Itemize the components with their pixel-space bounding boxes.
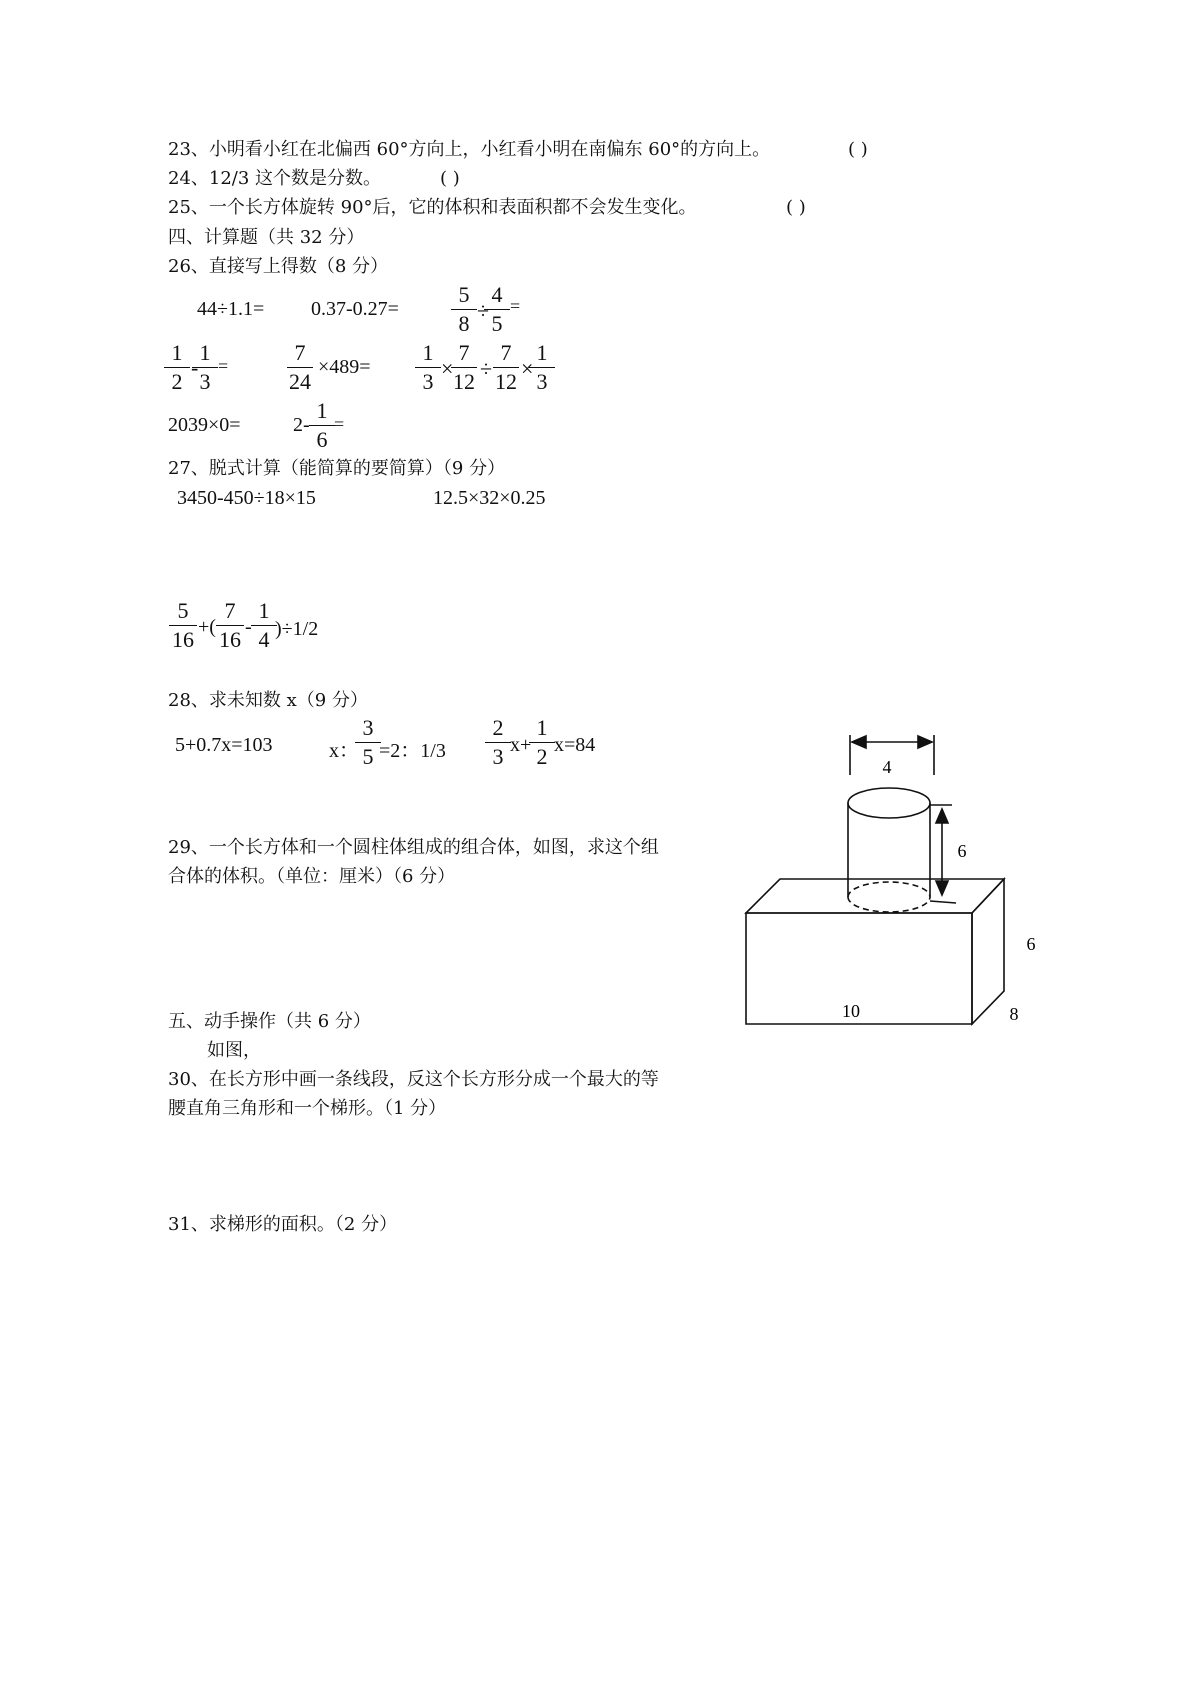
answer-paren-25: ( ) — [786, 197, 806, 218]
q26-item-h-eq: = — [334, 414, 345, 434]
question-23: 23、小明看小红在北偏西 60°方向上，小红看小明在南偏东 60°的方向上。 — [168, 139, 771, 160]
q27-item-c-tail: )÷1/2 — [275, 618, 319, 640]
question-25: 25、一个长方体旋转 90°后，它的体积和表面积都不会发生变化。 — [168, 197, 697, 218]
q26-item-h-frac: 1 6 — [309, 398, 335, 453]
question-29-line-2: 合体的体积。（单位：厘米）（6 分） — [168, 866, 456, 887]
question-28-title: 28、求未知数 x（9 分） — [168, 690, 368, 711]
q26-item-c-frac-1: 5 8 — [451, 282, 477, 337]
cylinder-shape — [848, 788, 930, 912]
q26-item-f-op-3: × — [521, 356, 534, 381]
q26-item-f-frac-4: 1 3 — [529, 340, 555, 395]
q26-item-a: 44÷1.1= — [197, 298, 265, 320]
question-30-line-2: 腰直角三角形和一个梯形。（1 分） — [168, 1098, 447, 1119]
q28-item-b-post: =2：1/3 — [379, 740, 446, 762]
question-31: 31、求梯形的面积。（2 分） — [168, 1214, 398, 1235]
q26-item-c-eq: = — [510, 296, 521, 316]
diameter-dimension-line — [850, 735, 934, 775]
q28-item-c-post: x=84 — [554, 734, 596, 756]
composite-solid-figure — [730, 725, 1060, 1035]
q26-item-e-frac: 7 24 — [289, 340, 311, 394]
q27-item-c-frac-2: 7 16 — [216, 598, 244, 653]
cylinder-height-dimension-line — [930, 805, 956, 903]
q26-item-e-rest: ×489= — [318, 356, 371, 378]
section-4-heading: 四、计算题（共 32 分） — [168, 227, 365, 248]
q26-item-c-op: ÷ — [477, 298, 490, 323]
q28-item-a: 5+0.7x=103 — [175, 734, 273, 756]
q28-item-c-frac-1: 2 3 — [485, 715, 511, 770]
q26-item-f-frac-3: 7 12 — [495, 340, 517, 394]
figure-label-diameter: 4 — [882, 757, 892, 777]
figure-label-box-height: 6 — [1026, 934, 1036, 954]
q27-item-c-minus: - — [245, 616, 252, 638]
question-30-line-1: 30、在长方形中画一条线段，反这个长方形分成一个最大的等 — [168, 1069, 659, 1090]
q26-item-b: 0.37-0.27= — [311, 298, 399, 320]
q26-item-f-frac-2: 7 12 — [453, 340, 475, 394]
q28-item-b-frac: 3 5 — [355, 715, 381, 770]
question-29-line-1: 29、一个长方体和一个圆柱体组成的组合体，如图，求这个组 — [168, 837, 659, 858]
answer-paren-24: ( ) — [440, 168, 460, 189]
q27-item-c-frac-3: 1 4 — [251, 598, 277, 653]
q26-item-f-frac-1: 1 3 — [415, 340, 441, 395]
section-5-heading: 五、动手操作（共 6 分） — [168, 1011, 371, 1032]
figure-label-width: 8 — [1009, 1004, 1019, 1024]
q27-item-c-plus: +( — [198, 616, 216, 638]
question-24: 24、12/3 这个数是分数。 — [168, 168, 382, 189]
q26-item-g: 2039×0= — [168, 414, 241, 436]
q26-item-d-frac-1: 1 2 — [164, 340, 190, 395]
question-27-title: 27、脱式计算（能简算的要简算）（9 分） — [168, 458, 506, 479]
q26-item-d-eq: = — [218, 356, 229, 376]
q26-item-h-pre: 2- — [293, 414, 310, 436]
q28-item-c-mid: x+ — [510, 734, 532, 756]
q26-item-d-frac-2: 1 3 — [192, 340, 218, 395]
q28-item-c-frac-2: 1 2 — [529, 715, 555, 770]
question-26-title: 26、直接写上得数（8 分） — [168, 256, 389, 277]
q28-item-b-pre: x： — [329, 740, 359, 762]
cuboid-shape — [746, 879, 1004, 1024]
q27-item-a: 3450-450÷18×15 — [177, 487, 316, 509]
q27-item-c-frac-1: 5 16 — [169, 598, 197, 653]
q26-item-d-op: - — [191, 355, 199, 380]
q27-item-b: 12.5×32×0.25 — [433, 487, 546, 509]
figure-label-length: 10 — [842, 1001, 860, 1021]
q26-item-f-op-2: ÷ — [480, 356, 493, 381]
q26-item-c-frac-2: 4 5 — [484, 282, 510, 337]
figure-label-cylinder-height: 6 — [957, 841, 967, 861]
q26-item-f-op-1: × — [441, 356, 454, 381]
section-5-intro: 如图， — [207, 1040, 261, 1061]
answer-paren-23: ( ) — [848, 139, 868, 160]
